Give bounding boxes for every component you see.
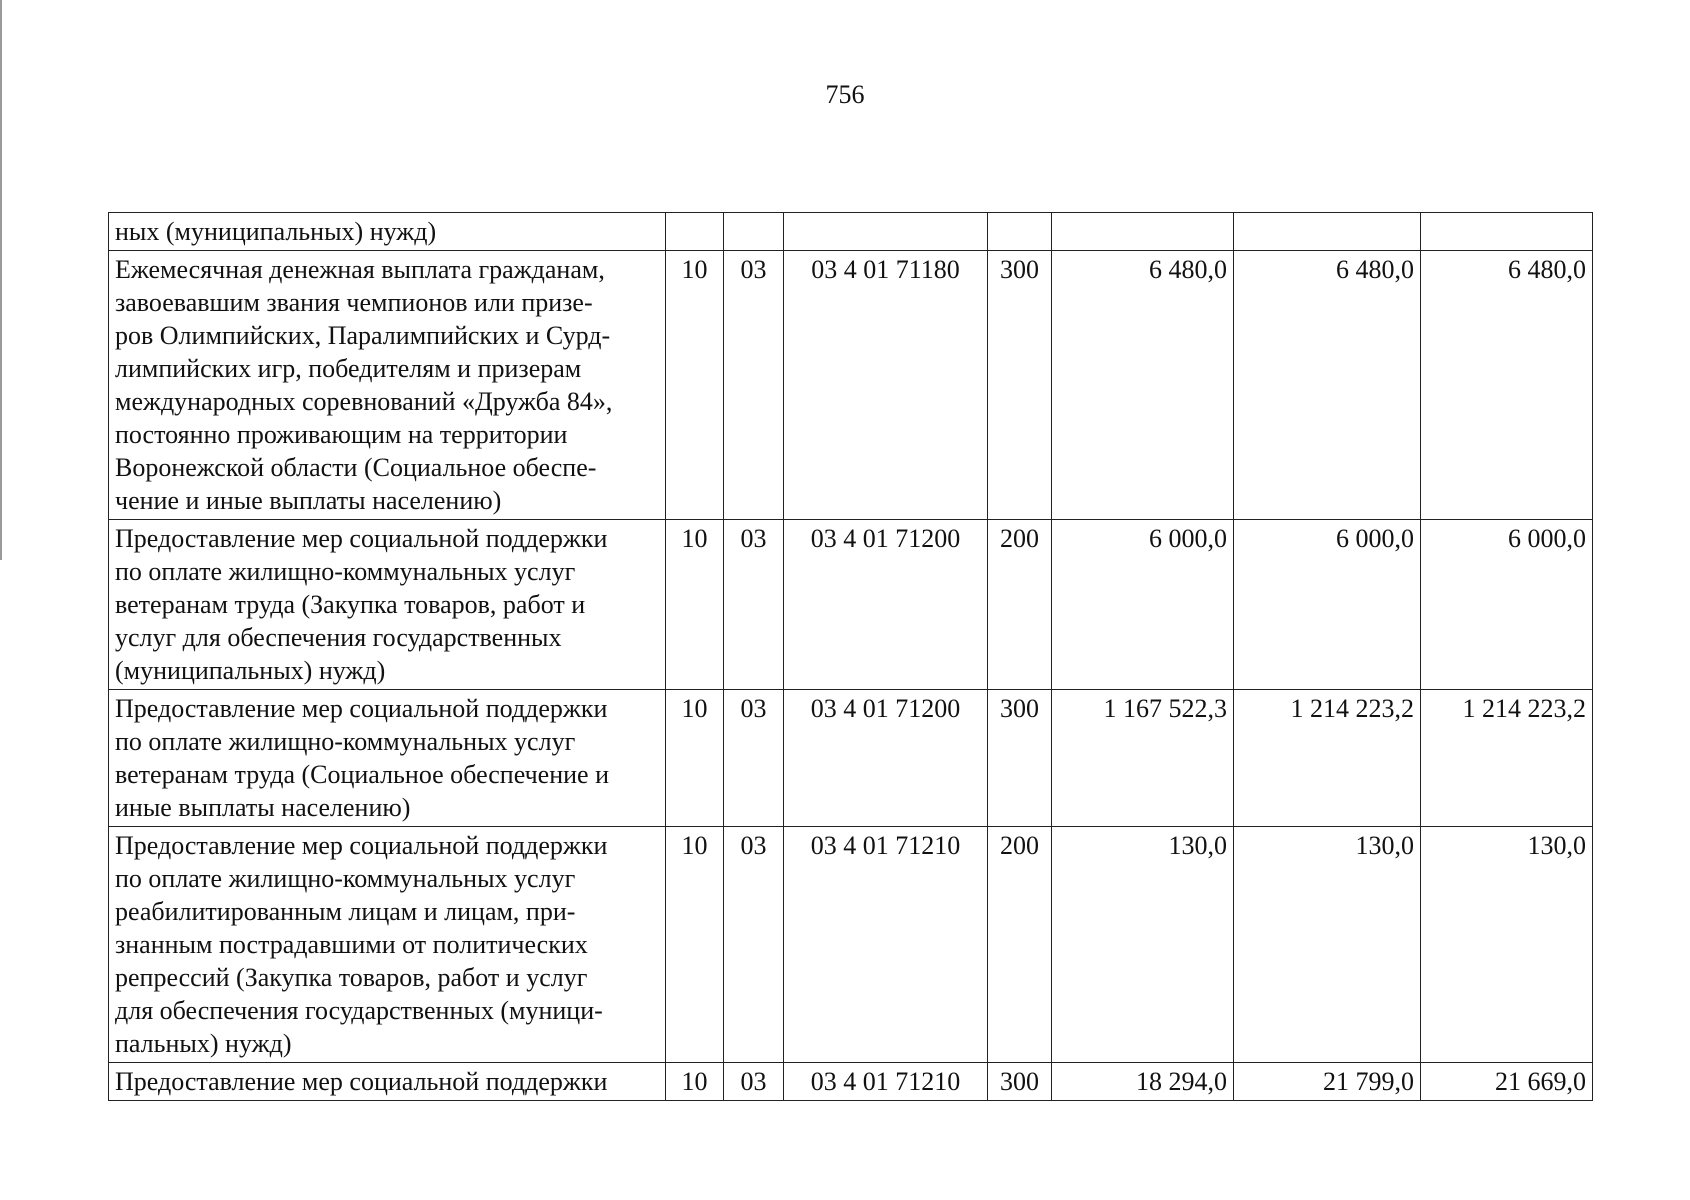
description-line: лимпийских игр, победителям и призерам	[115, 354, 582, 383]
expense-type-cell: 300	[988, 690, 1052, 827]
section-code-cell: 10	[666, 1063, 724, 1101]
row-description-cell	[109, 213, 666, 251]
description-line: по оплате жилищно-коммунальных услуг	[115, 864, 576, 893]
description-line: по оплате жилищно-коммунальных услуг	[115, 557, 576, 586]
amount-year3-cell	[1421, 213, 1593, 251]
table-row	[109, 827, 1593, 1063]
expense-type-cell	[988, 213, 1052, 251]
table-row	[109, 251, 1593, 520]
amount-year1-cell: 1 167 522,3	[1052, 690, 1234, 827]
description-line: (муниципальных) нужд)	[115, 656, 386, 685]
amount-year2-cell	[1234, 213, 1421, 251]
expense-type-cell: 300	[988, 251, 1052, 520]
section-code-cell: 10	[666, 251, 724, 520]
table-row	[109, 690, 1593, 827]
description-line: репрессий (Закупка товаров, работ и услуг	[115, 963, 588, 992]
subsection-code-cell: 03	[724, 690, 784, 827]
expense-type-cell: 200	[988, 827, 1052, 1063]
description-line: завоевавшим звания чемпионов или призе-	[115, 288, 593, 317]
expense-type-cell: 300	[988, 1063, 1052, 1101]
description-line: ветеранам труда (Закупка товаров, работ и	[115, 590, 586, 619]
amount-year1-cell: 130,0	[1052, 827, 1234, 1063]
expense-type-cell: 200	[988, 520, 1052, 690]
row-description-cell	[109, 690, 666, 827]
amount-year3-cell: 130,0	[1421, 827, 1593, 1063]
subsection-code-cell	[724, 213, 784, 251]
description-line: Предоставление мер социальной поддержки	[115, 831, 608, 860]
description-line: Предоставление мер социальной поддержки	[115, 1067, 608, 1096]
description-line: знанным пострадавшими от политических	[115, 930, 588, 959]
description-line: постоянно проживающим на территории	[115, 420, 568, 449]
amount-year2-cell: 21 799,0	[1234, 1063, 1421, 1101]
description-line: международных соревнований «Дружба 84»,	[115, 387, 613, 416]
description-line: Предоставление мер социальной поддержки	[115, 524, 608, 553]
target-article-cell: 03 4 01 71200	[784, 690, 988, 827]
target-article-cell: 03 4 01 71210	[784, 827, 988, 1063]
table-row	[109, 1063, 1593, 1101]
section-code-cell	[666, 213, 724, 251]
target-article-cell	[784, 213, 988, 251]
description-line: по оплате жилищно-коммунальных услуг	[115, 727, 576, 756]
row-description-cell	[109, 1063, 666, 1101]
section-code-cell: 10	[666, 690, 724, 827]
amount-year1-cell: 6 000,0	[1052, 520, 1234, 690]
description-line: Ежемесячная денежная выплата гражданам,	[115, 255, 605, 284]
row-description-cell	[109, 520, 666, 690]
section-code-cell: 10	[666, 827, 724, 1063]
description-line: для обеспечения государственных (муници-	[115, 996, 603, 1025]
budget-table	[108, 212, 1593, 1101]
table-row	[109, 213, 1593, 251]
amount-year3-cell: 6 480,0	[1421, 251, 1593, 520]
amount-year1-cell: 18 294,0	[1052, 1063, 1234, 1101]
amount-year2-cell: 6 000,0	[1234, 520, 1421, 690]
table-row	[109, 520, 1593, 690]
table-body	[109, 213, 1593, 1101]
amount-year2-cell: 130,0	[1234, 827, 1421, 1063]
description-line: услуг для обеспечения государственных	[115, 623, 562, 652]
description-line: ных (муниципальных) нужд)	[115, 217, 437, 246]
description-line: ров Олимпийских, Паралимпийских и Сурд-	[115, 321, 611, 350]
description-line: чение и иные выплаты населению)	[115, 486, 502, 515]
subsection-code-cell: 03	[724, 520, 784, 690]
amount-year3-cell: 6 000,0	[1421, 520, 1593, 690]
page-number: 756	[825, 80, 865, 109]
row-description-cell	[109, 827, 666, 1063]
description-line: пальных) нужд)	[115, 1029, 292, 1058]
description-line: Предоставление мер социальной поддержки	[115, 694, 608, 723]
target-article-cell: 03 4 01 71200	[784, 520, 988, 690]
amount-year3-cell: 1 214 223,2	[1421, 690, 1593, 827]
amount-year2-cell: 1 214 223,2	[1234, 690, 1421, 827]
subsection-code-cell: 03	[724, 251, 784, 520]
description-line: ветеранам труда (Социальное обеспечение и	[115, 760, 609, 789]
amount-year3-cell: 21 669,0	[1421, 1063, 1593, 1101]
subsection-code-cell: 03	[724, 1063, 784, 1101]
amount-year1-cell: 6 480,0	[1052, 251, 1234, 520]
target-article-cell: 03 4 01 71210	[784, 1063, 988, 1101]
amount-year1-cell	[1052, 213, 1234, 251]
description-line: иные выплаты населению)	[115, 793, 411, 822]
subsection-code-cell: 03	[724, 827, 784, 1063]
target-article-cell: 03 4 01 71180	[784, 251, 988, 520]
description-line: Воронежской области (Социальное обеспе-	[115, 453, 597, 482]
row-description-cell	[109, 251, 666, 520]
section-code-cell: 10	[666, 520, 724, 690]
amount-year2-cell: 6 480,0	[1234, 251, 1421, 520]
description-line: реабилитированным лицам и лицам, при-	[115, 897, 576, 926]
